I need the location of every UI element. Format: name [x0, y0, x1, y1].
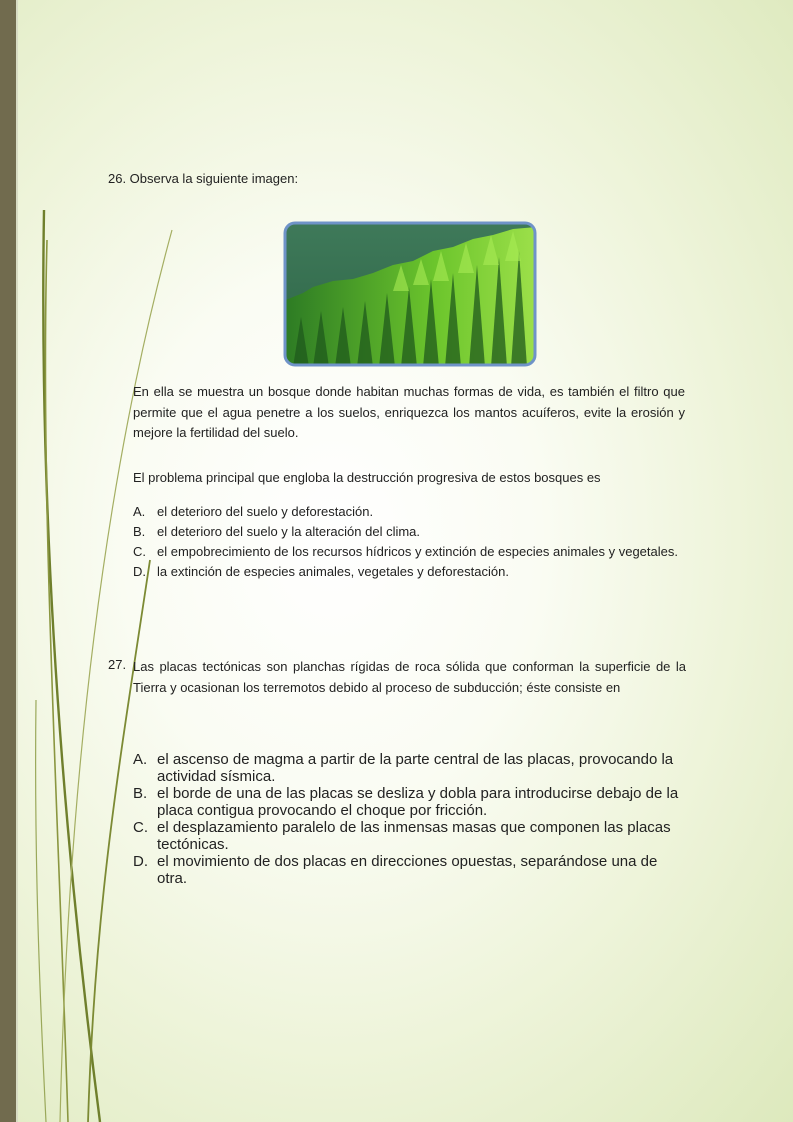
- question-26-stem: El problema principal que engloba la destrucción progresiva de estos bosques es: [133, 470, 601, 485]
- left-margin-bar: [0, 0, 16, 1122]
- question-27-stem: Las placas tectónicas son planchas rígidas de roca sólida que conforman la superficie de la Tierra y ocasionan los terremotos debido al proceso de subducción; éste consiste en: [133, 659, 686, 695]
- option-27-a[interactable]: A. el ascenso de magma a partir de la parte central de las placas, provocando la actividad sísmica.: [133, 751, 674, 785]
- option-27-c[interactable]: C. el desplazamiento paralelo de las inmensas masas que componen las placas tectónicas.: [133, 819, 671, 853]
- option-27-d[interactable]: D. el movimiento de dos placas en direcciones opuestas, separándose una de otra.: [133, 853, 658, 887]
- option-26-b[interactable]: B. el deterioro del suelo y la alteración del clima.: [133, 524, 421, 539]
- question-26-options: [133, 502, 685, 582]
- option-26-a[interactable]: A. el deterioro del suelo y deforestación.: [133, 504, 374, 519]
- question-26-title: 26. Observa la siguiente imagen:: [108, 171, 299, 186]
- left-margin-bar-highlight: [16, 0, 18, 1122]
- option-26-d[interactable]: D. la extinción de especies animales, vegetales y deforestación.: [133, 564, 509, 579]
- question-27: [108, 657, 686, 698]
- question-26-context: En ella se muestra un bosque donde habitan muchas formas de vida, es también el filtro que permite que el agua penetre a los suelos, enriquezca los mantos acuíferos, evite la erosión y mejore la fertilidad del suelo.: [133, 384, 685, 440]
- option-26-c[interactable]: C. el empobrecimiento de los recursos hídricos y extinción de especies animales y vegetales.: [133, 544, 678, 559]
- forest-photo: [283, 221, 537, 367]
- option-27-b[interactable]: B. el borde de una de las placas se desliza y dobla para introducirse debajo de la placa contigua provocando el choque por fricción.: [133, 785, 679, 819]
- question-27-number: 27.: [108, 657, 127, 672]
- question-27-options: [133, 751, 685, 887]
